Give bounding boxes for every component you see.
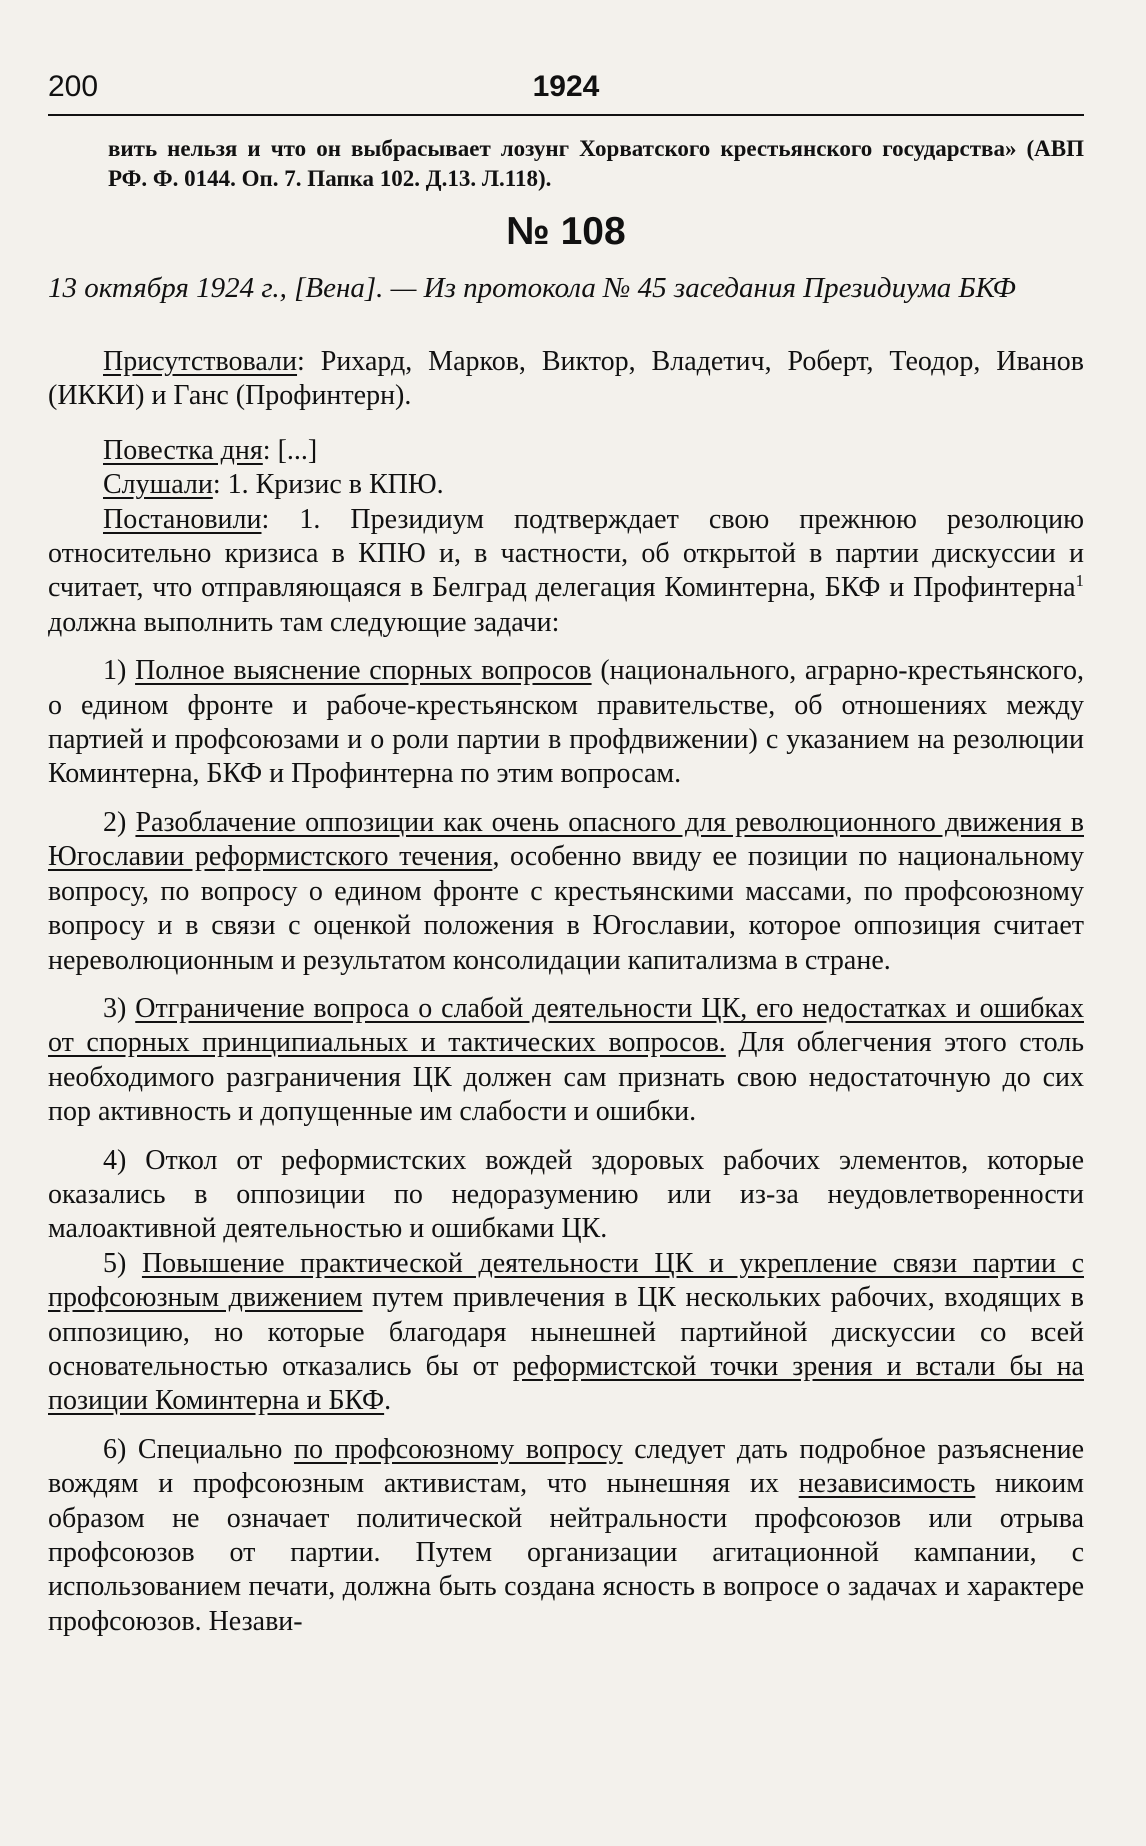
task-item [48, 806, 1084, 978]
agenda-text: : [...] [262, 434, 318, 466]
task-number: 3) [103, 992, 136, 1024]
task-number: 4) [103, 1144, 146, 1176]
task-item [48, 1247, 1084, 1419]
running-header [48, 70, 1084, 116]
task-underlined-text: по профсоюзному вопросу [293, 1433, 623, 1465]
task-item [48, 654, 1084, 792]
task-text: следует дать подробное разъяснение вождям и профсоюзным активистам, что нынешняя их [48, 1433, 1085, 1500]
task-item [48, 1144, 1084, 1247]
task-text: путем привлечения в ЦК нескольких рабочих, входящих в оппозицию, но которые благодаря нынешней партийной дискуссии со всей основательностью отказались бы от [48, 1282, 1084, 1382]
document-dateline: 13 октября 1924 г., [Вена]. — Из протокола № 45 заседания Президиума БКФ [48, 272, 1016, 304]
attendees-label: Присутствовали [103, 346, 298, 377]
page-number: 200 [48, 70, 99, 103]
task-underlined-text: независимость [798, 1468, 976, 1500]
task-number: 1) [103, 655, 136, 687]
task-text: , особенно ввиду ее позиции по национальному вопросу, по вопросу о едином фронте с крестьянскими массами, по профсоюзному вопросу и в связи с оценкой положения в Югославии, которое оппозиция считает нереволюционным и результатом консолидации капитализма в стране. [48, 841, 1084, 976]
task-underlined-text: Отграничение вопроса о слабой деятельности ЦК, его недостатках и ошибках от спорных принципиальных и тактических вопросов. [48, 992, 1084, 1059]
task-text: Для облегчения этого столь необходимого разграничения ЦК должен сам признать свою недостаточную до сих пор активность и допущенные им слабости и ошибки. [48, 1027, 1084, 1128]
task-text: никоим образом не означает политической нейтральности профсоюзов или отрыва профсоюзов от партии. Путем организации агитационной кампании, с использованием печати, должна быть создана ясность в вопросе о задачах и характере профсоюзов. Незави- [48, 1468, 1084, 1637]
task-item [48, 992, 1084, 1130]
heard-text: : 1. Кризис в КПЮ. [212, 469, 444, 501]
task-number: 5) [103, 1247, 142, 1279]
task-number: 2) [103, 806, 136, 838]
carryover-footnote: вить нельзя и что он выбрасывает лозунг Хорватского крестьянского государства» (АВП РФ. Ф. 0144. Оп. 7. Папка 102. Д.13. Л.118). [108, 136, 1084, 191]
resolved-text-b: должна выполнить там следующие задачи: [48, 606, 560, 638]
page-body [48, 134, 1084, 1639]
task-underlined-text: Полное выяснение спорных вопросов [135, 655, 592, 687]
resolved-text-a: : 1. Президиум подтверждает свою прежнюю резолюцию относительно кризиса в КПЮ и, в частности, об открытой в партии дискуссии и считает, что отправляющаяся в Белград делегация Коминтерна, БКФ и Профинтерна [48, 503, 1084, 604]
task-text: . [384, 1385, 392, 1417]
document-number: № 108 [506, 210, 626, 253]
heard-paragraph [48, 468, 1084, 502]
attendees-text: : Рихард, Марков, Виктор, Владетич, Роберт, Теодор, Иванов (ИККИ) и Ганс (Профинтерн). [48, 346, 1084, 412]
task-text: (национального, аграрно-крестьянского, о едином фронте и рабоче-крестьянском правительстве, об отношениях между партией и профсоюзами и о роли партии в профдвижении) с указанием на резолюции Коминтерна, БКФ и Профинтерна по этим вопросам. [48, 655, 1084, 790]
task-underlined-text: Повышение практической деятельности ЦК и укрепление связи партии с профсоюзным движением [48, 1247, 1084, 1314]
running-header-year: 1924 [532, 70, 600, 103]
task-item [48, 1433, 1084, 1639]
task-number: 6) Специально [103, 1433, 294, 1465]
task-underlined-text: Разоблачение оппозиции как очень опасного для революционного движения в Югославии реформистского течения [48, 806, 1084, 873]
footnote-reference: 1 [1075, 571, 1084, 591]
task-underlined-text: реформистской точки зрения и встали бы на позиции Коминтерна и БКФ [48, 1350, 1084, 1417]
resolved-paragraph [48, 503, 1084, 641]
attendees-paragraph [48, 345, 1084, 414]
agenda-label: Повестка дня [103, 434, 263, 466]
agenda-paragraph [48, 434, 1084, 468]
task-text: Откол от реформистских вождей здоровых рабочих элементов, которые оказались в оппозиции по недоразумению или из-за неудовлетворенности малоактивной деятельностью и ошибками ЦК. [48, 1144, 1084, 1245]
heard-label: Слушали [103, 469, 213, 501]
resolved-label: Постановили [103, 503, 262, 535]
